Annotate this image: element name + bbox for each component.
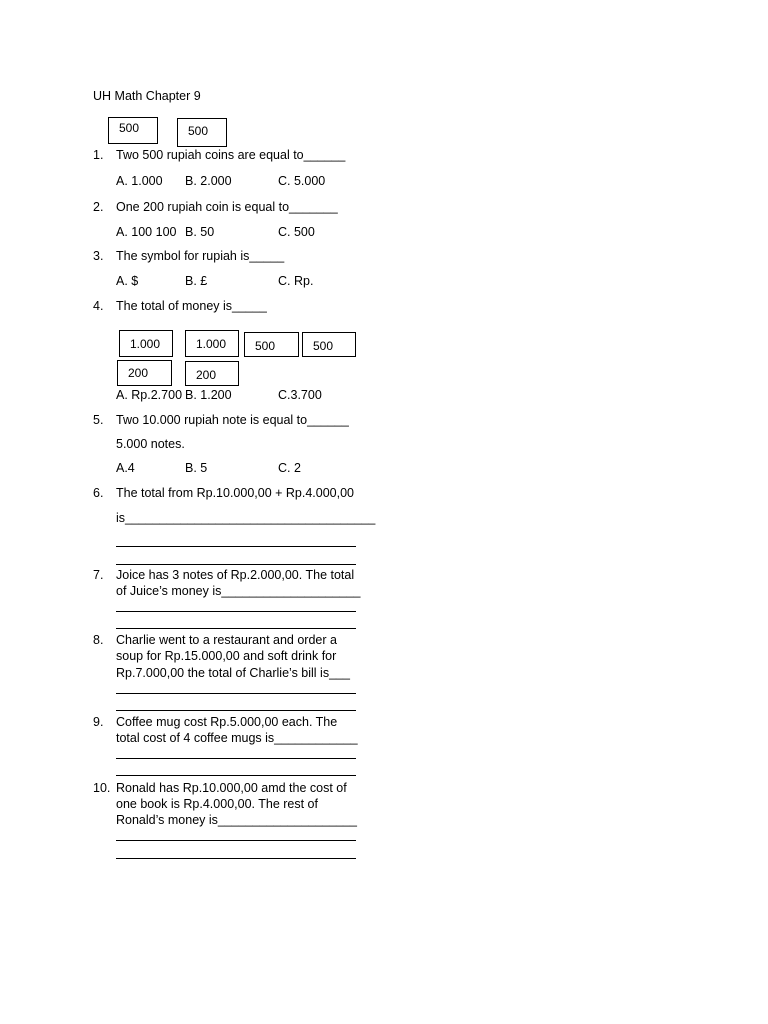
question-number: 7. — [93, 568, 104, 582]
question-text: The symbol for rupiah is_____ — [116, 249, 285, 263]
answer-line — [116, 858, 356, 859]
question-number: 9. — [93, 715, 104, 729]
page-title: UH Math Chapter 9 — [93, 89, 201, 103]
option-a: A. Rp.2.700 — [116, 388, 183, 402]
coin-box: 500 — [177, 118, 227, 147]
option-b: B. 2.000 — [185, 174, 232, 188]
option-b: B. £ — [185, 274, 208, 288]
option-b: B. 5 — [185, 461, 208, 475]
answer-line — [116, 611, 356, 612]
question-number: 10. — [93, 781, 111, 795]
answer-line — [116, 628, 356, 629]
question-text: The total from Rp.10.000,00 + Rp.4.000,00 — [116, 486, 355, 500]
question-text: one book is Rp.4.000,00. The rest of — [116, 797, 318, 811]
question-number: 1. — [93, 148, 104, 162]
question-text: Ronald’s money is____________________ — [116, 813, 357, 827]
option-a: A.4 — [116, 461, 135, 475]
answer-line — [116, 775, 356, 776]
question-number: 8. — [93, 633, 104, 647]
answer-line — [116, 840, 356, 841]
answer-line — [116, 758, 356, 759]
answer-line — [116, 710, 356, 711]
question-number: 2. — [93, 200, 104, 214]
question-text: Rp.7.000,00 the total of Charlie’s bill is___ — [116, 666, 350, 680]
question-text: One 200 rupiah coin is equal to_______ — [116, 200, 338, 214]
question-text: Two 10.000 rupiah note is equal to______ — [116, 413, 349, 427]
money-box: 1.000 — [185, 330, 239, 357]
money-box: 500 — [302, 332, 356, 357]
question-text-continued: 5.000 notes. — [116, 437, 185, 451]
money-box: 1.000 — [119, 330, 173, 357]
option-c: C. 5.000 — [278, 174, 326, 188]
question-text: Two 500 rupiah coins are equal to______ — [116, 148, 346, 162]
option-a: A. 100 100 — [116, 225, 177, 239]
question-number: 4. — [93, 299, 104, 313]
question-text: The total of money is_____ — [116, 299, 267, 313]
question-text: Coffee mug cost Rp.5.000,00 each. The — [116, 715, 338, 729]
money-box: 200 — [117, 360, 172, 386]
question-text: Ronald has Rp.10.000,00 amd the cost of — [116, 781, 347, 795]
answer-line-text: is____________________________________ — [116, 511, 376, 525]
question-text: total cost of 4 coffee mugs is____________ — [116, 731, 358, 745]
question-number: 5. — [93, 413, 104, 427]
option-c: C. Rp. — [278, 274, 314, 288]
answer-line — [116, 546, 356, 547]
option-b: B. 1.200 — [185, 388, 232, 402]
option-b: B. 50 — [185, 225, 215, 239]
question-text: Charlie went to a restaurant and order a — [116, 633, 337, 647]
answer-line — [116, 564, 356, 565]
question-text: soup for Rp.15.000,00 and soft drink for — [116, 649, 337, 663]
question-number: 3. — [93, 249, 104, 263]
money-box: 500 — [244, 332, 299, 357]
option-c: C. 2 — [278, 461, 301, 475]
answer-line — [116, 693, 356, 694]
option-c: C.3.700 — [278, 388, 322, 402]
question-number: 6. — [93, 486, 104, 500]
option-a: A. $ — [116, 274, 139, 288]
money-box: 200 — [185, 361, 239, 386]
question-text: of Juice’s money is____________________ — [116, 584, 361, 598]
option-c: C. 500 — [278, 225, 315, 239]
question-text: Joice has 3 notes of Rp.2.000,00. The total — [116, 568, 355, 582]
coin-box: 500 — [108, 117, 158, 144]
option-a: A. 1.000 — [116, 174, 163, 188]
